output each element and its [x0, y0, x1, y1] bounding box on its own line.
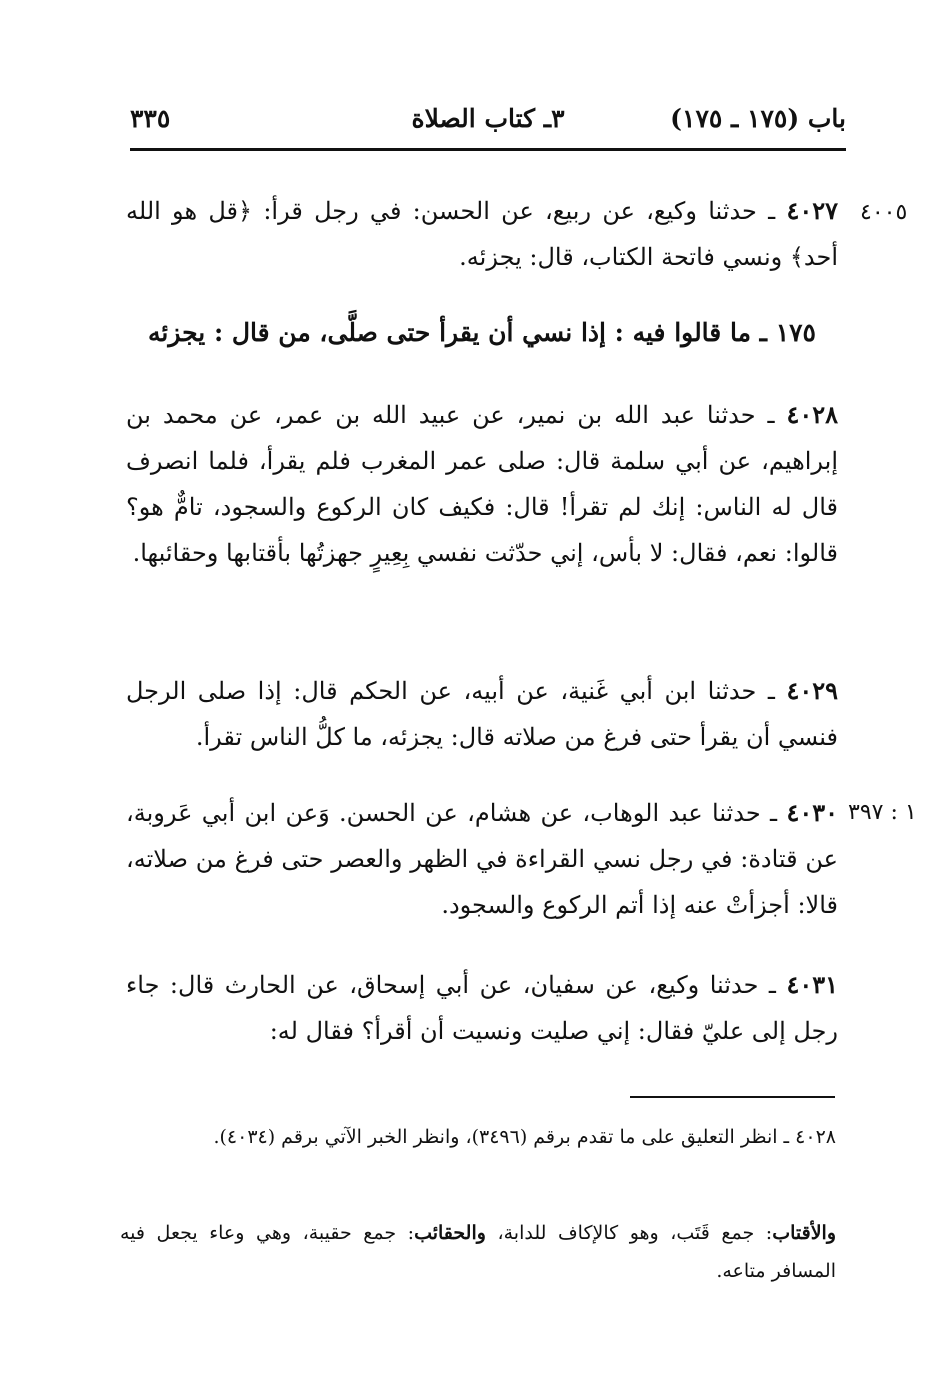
hadith-text: ـ حدثنا ابن أبي غَنية، عن أبيه، عن الحكم قال: إذا صلى الرجل فنسي أن يقرأ حتى فرغ من صلاته قال: يجزئه، ما كلُّ الناس تقرأ. — [126, 677, 838, 751]
hadith-4030 — [126, 790, 838, 928]
hadith-4027 — [126, 188, 838, 280]
hadith-text: ـ حدثنا وكيع، عن ربيع، عن الحسن: في رجل قرأ: ﴿قل هو الله أحد﴾ ونسي فاتحة الكتاب، قال: يجزئه. — [126, 197, 838, 271]
hadith-4031 — [126, 962, 838, 1054]
page-header — [130, 104, 846, 144]
footnote-glossary — [120, 1214, 836, 1290]
section-heading: ١٧٥ ـ ما قالوا فيه : إذا نسي أن يقرأ حتى صلَّى، من قال : يجزئه — [147, 318, 816, 347]
margin-note-4005: ٤٠٠٥ — [860, 200, 908, 225]
page-number: ٣٣٥ — [130, 104, 171, 133]
hadith-4028 — [126, 392, 838, 576]
hadith-text: ـ حدثنا عبد الله بن نمير، عن عبيد الله بن عمر، عن محمد بن إبراهيم، عن أبي سلمة قال: صلى عمر المغرب فلم يقرأ، فلما انصرف قال له الناس: إنك لم تقرأ! قال: فكيف كان الركوع والسجود، تامٌّ هو؟ قالوا: نعم، فقال: لا بأس، إني حدّثت نفسي بِعِيرٍ جهزتُها بأقتابها وحقائبها. — [126, 401, 838, 567]
glossary-def-haqaib: : جمع حقيبة، وهي وعاء يجعل فيه المسافر متاعه. — [120, 1222, 836, 1282]
hadith-number: ٤٠٣١ — [786, 970, 838, 999]
hadith-number: ٤٠٢٧ — [786, 196, 838, 225]
hadith-4029 — [126, 668, 838, 760]
hadith-text: ـ حدثنا عبد الوهاب، عن هشام، عن الحسن. وَعن ابن أبي عَروبة، عن قتادة: في رجل نسي القراءة في الظهر والعصر حتى فرغ من صلاته، قالا: أجزأتْ عنه إذا أتم الركوع والسجود. — [126, 799, 838, 919]
hadith-number: ٤٠٢٩ — [786, 676, 838, 705]
book-title: ٣ـ كتاب الصلاة — [411, 104, 565, 133]
footnote-4028: ٤٠٢٨ ـ انظر التعليق على ما تقدم برقم (٣٤٩٦)، وانظر الخبر الآتي برقم (٤٠٣٤). — [213, 1126, 836, 1148]
hadith-number: ٤٠٢٨ — [786, 400, 838, 429]
chapter-title: باب (١٧٥ ـ ١٧٥) — [670, 104, 846, 133]
hadith-number: ٤٠٣٠ — [786, 798, 838, 827]
margin-note-1-397: ١ : ٣٩٧ — [848, 800, 917, 825]
glossary-def-aqtab: : جمع قَتَب، وهو كالإكاف للدابة، — [485, 1222, 773, 1244]
hadith-text: ـ حدثنا وكيع، عن سفيان، عن أبي إسحاق، عن الحارث قال: جاء رجل إلى عليّ فقال: إني صليت ونسيت أن أقرأ؟ فقال له: — [126, 971, 838, 1045]
header-rule — [130, 148, 846, 151]
glossary-term-haqaib: والحقائب — [414, 1222, 486, 1244]
footnote-rule — [630, 1096, 835, 1098]
glossary-term-aqtab: والأقتاب — [772, 1222, 837, 1244]
